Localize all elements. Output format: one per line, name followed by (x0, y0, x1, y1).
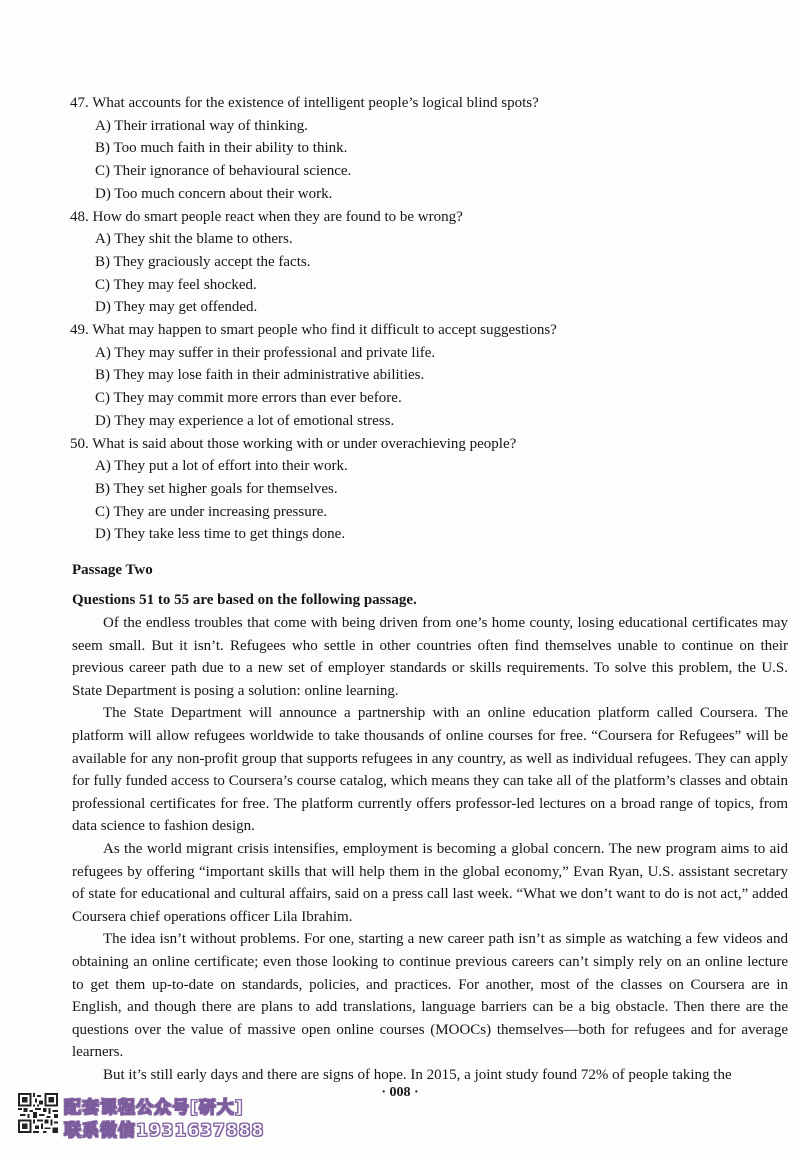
option-a: A) They may suffer in their professional and private life. (95, 344, 436, 361)
paragraph: But it’s still early days and there are signs of hope. In 2015, a joint study found 72% of people taking the (103, 1066, 732, 1083)
watermark-line-1: 配套课程公众号[研大] (64, 1098, 244, 1118)
option-d: D) Too much concern about their work. (95, 185, 333, 202)
question-49 (70, 319, 770, 433)
passage-title: Passage Two (72, 562, 153, 578)
question-stem: 47. What accounts for the existence of intelligent people’s logical blind spots? (70, 95, 539, 111)
qr-code-icon (18, 1093, 58, 1133)
option-b: B) They set higher goals for themselves. (95, 480, 338, 497)
option-d: D) They take less time to get things done. (95, 526, 346, 543)
option-a: A) They put a lot of effort into their work. (95, 458, 348, 475)
option-d: D) They may experience a lot of emotional stress. (95, 412, 395, 429)
passage-two (72, 560, 788, 1086)
option-c: C) Their ignorance of behavioural science. (95, 163, 352, 180)
paragraph: The State Department will announce a partnership with an online education platform called Coursera. The platform will allow refugees worldwide to take thousands of online courses for free. “Coursera for Refugees” will be available for any non-profit group that supports refugees in any country, as well as individual refugees. They can apply for fully funded access to Coursera’s course catalog, which means they can take all of the platform’s classes and obtain professional certificates for free. The platform currently offers professor-led lectures on a broad range of topics, from data science to fashion design. (72, 705, 788, 835)
option-c: C) They are under increasing pressure. (95, 503, 328, 520)
paragraph: Of the endless troubles that come with being driven from one’s home county, losing educational certificates may seem small. But it isn’t. Refugees who settle in other countries often find themselves unable to continue on their previous career path due to a new set of employer standards or skills requirements. To solve this problem, the U.S. State Department is posing a solution: online learning. (72, 615, 788, 699)
option-b: B) They may lose faith in their administrative abilities. (95, 367, 425, 384)
option-a: A) Their irrational way of thinking. (95, 117, 309, 134)
option-b: B) They graciously accept the facts. (95, 253, 311, 270)
question-stem: 49. What may happen to smart people who find it difficult to accept suggestions? (70, 322, 557, 339)
option-c: C) They may feel shocked. (95, 276, 257, 293)
watermark-line-2: 联系微信1931637888 (64, 1121, 265, 1141)
question-stem: 48. How do smart people react when they are found to be wrong? (70, 208, 463, 225)
question-list (70, 92, 770, 546)
paragraph: As the world migrant crisis intensifies, employment is becoming a global concern. The new program aims to aid refugees by offering “important skills that will help them in the global economy,” Evan Ryan, U.S. assistant secretary of state for educational and cultural affairs, said on a press call last week. “What we don’t want to do is not act,” added Coursera chief operations officer Lila Ibrahim. (72, 840, 788, 925)
option-c: C) They may commit more errors than ever before. (95, 390, 402, 407)
option-a: A) They shit the blame to others. (95, 231, 293, 248)
paragraph: The idea isn’t without problems. For one, starting a new career path isn’t as simple as watching a few videos and obtaining an online certificate; even those looking to continue previous careers can’t simply rely on an online lecture to get them up-to-date on standards, policies, and practices. For another, most of the classes on Coursera are in English, and though there are plans to add translations, language barriers can be a big obstacle. Then there are the questions over the value of massive open online courses (MOOCs) themselves—both for refugees and for average learners. (72, 931, 788, 1061)
question-48 (70, 206, 770, 320)
question-stem: 50. What is said about those working with or under overachieving people? (70, 435, 517, 452)
question-50 (70, 433, 770, 547)
option-b: B) Too much faith in their ability to think. (95, 140, 348, 157)
option-d: D) They may get offended. (95, 299, 258, 316)
question-47 (70, 92, 770, 206)
page-number: · 008 · (381, 1085, 419, 1100)
passage-instructions: Questions 51 to 55 are based on the following passage. (72, 592, 417, 608)
